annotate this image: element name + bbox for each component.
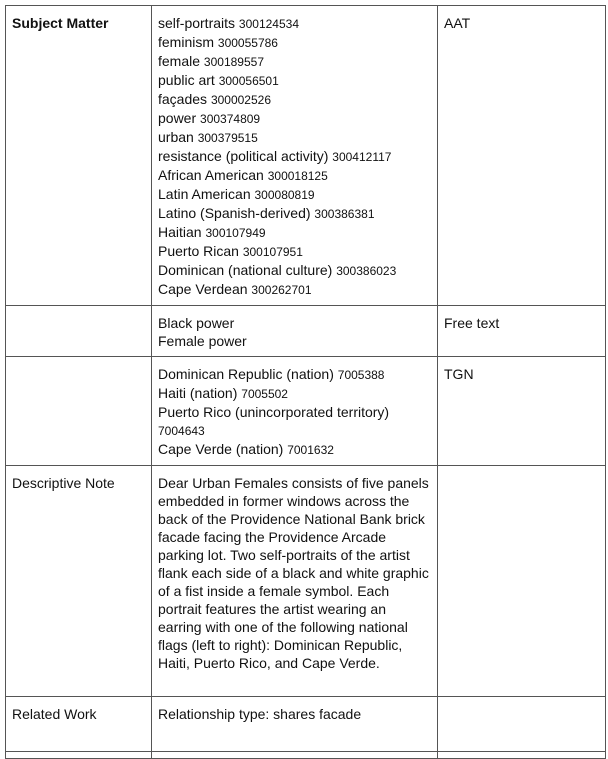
descriptive-note-cell [152,466,438,697]
empty-label-cell [6,306,152,357]
term-code: 7004643 [158,424,205,438]
empty-cell [438,752,606,759]
table-row-cutoff [6,752,606,759]
subject-term: self-portraits 300124534 [158,15,299,31]
table-row-related-work [6,697,606,752]
subject-term: Haitian 300107949 [158,224,266,240]
vocabulary-source-cell [438,6,606,306]
vocabulary-source-free-text: Free text [444,315,500,331]
free-text-terms-cell [152,306,438,357]
empty-cell [6,752,152,759]
subject-term: African American 300018125 [158,167,328,183]
field-label-cell [6,697,152,752]
subject-term: urban 300379515 [158,129,258,145]
subject-term: Dominican (national culture) 300386023 [158,262,397,278]
term-code: 7005388 [337,368,385,382]
descriptive-note-text: Dear Urban Females consists of five panels embedded in former windows across the back of the Providence National Bank brick facade facing the Providence Arcade parking lot. Two self-portraits of the artist flank each side of a black and white graphic of a fist inside a female symbol. Each portrait features the artist wearing an earring with one of the following national flags (left to right): Dominican Republic, Haiti, Puerto Rico, and Cape Verde. [158,475,429,671]
vocabulary-source-aat: AAT [444,15,471,31]
term-code: 300379515 [197,131,258,145]
free-text-term: Black power [158,315,235,331]
subject-term: resistance (political activity) 300412117 [158,148,392,164]
empty-label-cell [6,357,152,466]
tgn-term: Haiti (nation) 7005502 [158,385,288,401]
related-work-cell [152,697,438,752]
metadata-table [5,5,606,759]
term-code: 300080819 [254,188,315,202]
term-code: 300386023 [336,264,397,278]
subject-term: Latin American 300080819 [158,186,315,202]
subject-term: public art 300056501 [158,72,279,88]
term-code: 7001632 [287,443,334,457]
relationship-type: Relationship type: shares facade [158,706,362,722]
field-label-cell [6,6,152,306]
term-code: 300189557 [203,55,264,69]
term-code: 7005502 [241,387,288,401]
table-row-descriptive-note [6,466,606,697]
term-code: 300002526 [210,93,272,107]
term-code: 300374809 [200,112,261,126]
vocabulary-source-tgn: TGN [444,366,474,382]
tgn-terms-cell [152,357,438,466]
table-row-tgn [6,357,606,466]
table-row-free-text [6,306,606,357]
table-row-subject-matter [6,6,606,306]
term-code: 300124534 [238,17,299,31]
subject-term: female 300189557 [158,53,264,69]
term-code: 300018125 [267,169,328,183]
term-code: 300056501 [218,74,279,88]
field-label-subject-matter: Subject Matter [12,15,109,31]
term-code: 300107951 [242,245,303,259]
empty-cell [152,752,438,759]
tgn-term: Dominican Republic (nation) 7005388 [158,366,385,382]
subject-term: Latino (Spanish-derived) 300386381 [158,205,375,221]
term-code: 300055786 [217,36,278,50]
subject-term: Puerto Rican 300107951 [158,243,303,259]
term-code: 300107949 [205,226,266,240]
subject-term: feminism 300055786 [158,34,278,50]
field-label-descriptive-note: Descriptive Note [12,475,115,491]
field-label-related-work: Related Work [12,706,97,722]
term-code: 300262701 [251,283,312,297]
subject-term: Cape Verdean 300262701 [158,281,312,297]
term-code: 300386381 [314,207,375,221]
empty-source-cell [438,466,606,697]
field-label-cell [6,466,152,697]
subject-terms-cell [152,6,438,306]
subject-term: façades 300002526 [158,91,272,107]
tgn-term: Cape Verde (nation) 7001632 [158,441,334,457]
free-text-term: Female power [158,333,247,349]
vocabulary-source-cell [438,357,606,466]
empty-source-cell [438,697,606,752]
tgn-term: Puerto Rico (unincorporated territory) 7004643 [158,404,390,438]
vocabulary-source-cell [438,306,606,357]
subject-term: power 300374809 [158,110,261,126]
term-code: 300412117 [332,150,392,164]
